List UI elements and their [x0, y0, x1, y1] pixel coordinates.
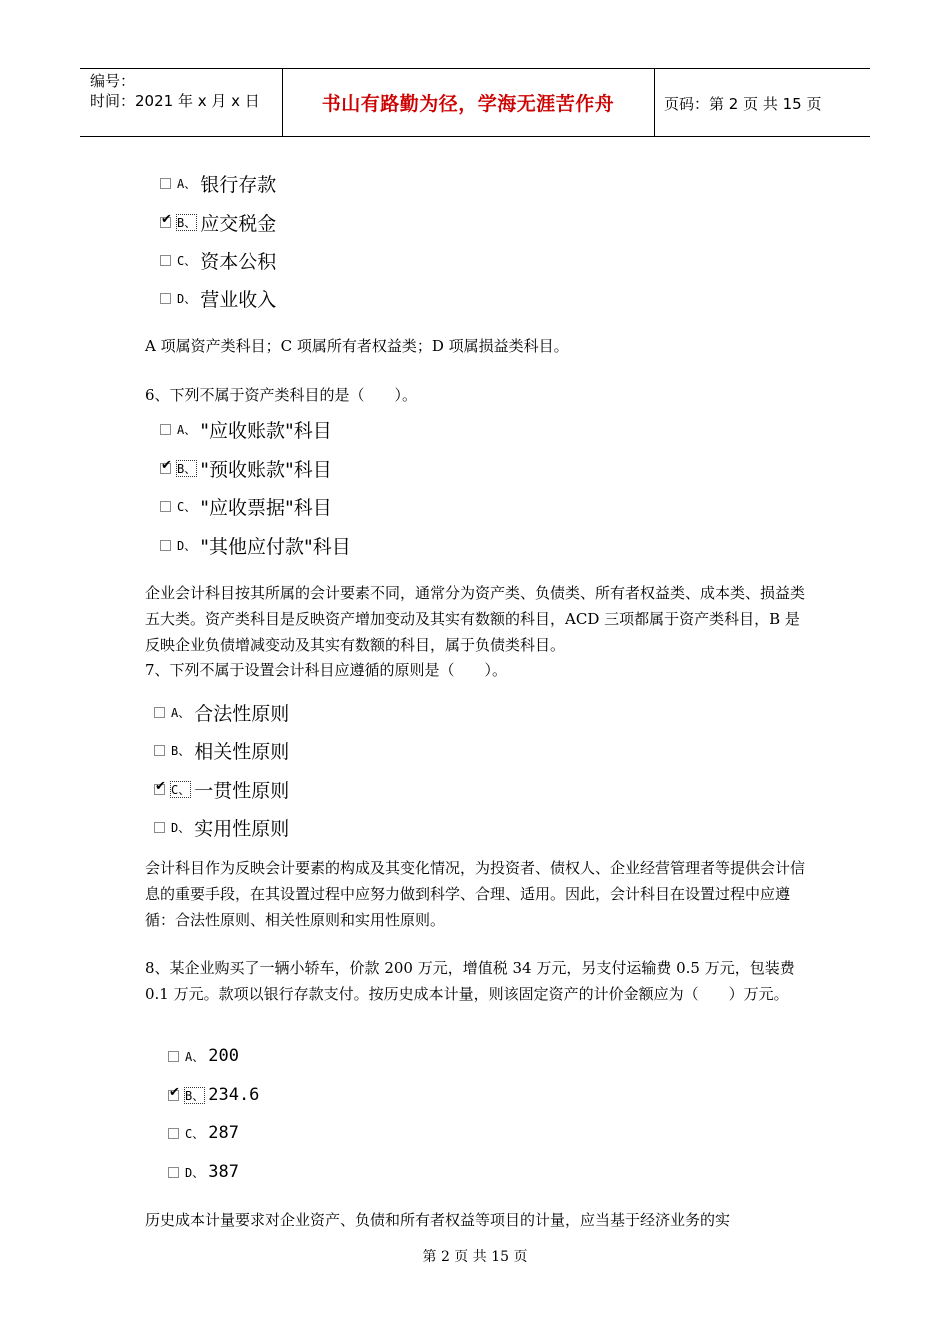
q5-explanation: A 项属资产类科目；C 项属所有者权益类；D 项属损益类科目。 [145, 337, 569, 355]
option-letter: A、 [177, 176, 197, 191]
option-label: 营业收入 [200, 288, 277, 311]
q6-option-d[interactable] [160, 533, 351, 557]
option-letter: B、 [177, 461, 197, 476]
option-label: 实用性原则 [194, 817, 290, 840]
header-motto: 书山有路勤为径，学海无涯苦作舟 [321, 93, 615, 115]
q5-option-d[interactable] [160, 286, 276, 310]
checkbox[interactable] [154, 822, 165, 833]
document-date: 时间：2021 年 x 月 x 日 [90, 92, 260, 110]
option-letter: D、 [171, 820, 191, 835]
option-label: 一贯性原则 [194, 779, 290, 802]
option-label: 200 [208, 1046, 239, 1066]
q6-option-a[interactable] [160, 417, 332, 441]
option-letter: C、 [177, 253, 197, 268]
q8-option-b[interactable] [168, 1083, 259, 1107]
q8-option-d[interactable] [168, 1160, 239, 1184]
option-label: 资本公积 [200, 250, 277, 273]
q6-option-b[interactable] [160, 456, 332, 480]
checkbox[interactable] [160, 540, 171, 551]
option-label: 234.6 [208, 1085, 260, 1105]
option-label: 合法性原则 [194, 702, 290, 725]
option-letter: D、 [185, 1165, 205, 1180]
q6-explanation: 企业会计科目按其所属的会计要素不同，通常分为资产类、负债类、所有者权益类、成本类、损益类五大类。资产类科目是反映资产增加变动及其实有数额的科目，ACD 三项都属于资产类科目，B 是反映企业负债增减变动及其实有数额的科目，属于负债类科目。 [145, 584, 806, 654]
checkbox[interactable] [160, 255, 171, 266]
option-letter: C、 [177, 499, 197, 514]
q7-option-c[interactable] [154, 777, 289, 801]
header-page-code: 页码：第 2 页 共 15 页 [664, 95, 822, 113]
check-mark-icon: ✔ [161, 211, 172, 227]
checkbox[interactable] [160, 293, 171, 304]
checkbox[interactable] [160, 457, 172, 474]
option-label: "预收账款"科目 [200, 458, 332, 481]
q5-option-b[interactable] [160, 210, 276, 234]
option-letter: A、 [185, 1049, 205, 1064]
option-letter: B、 [185, 1088, 205, 1103]
q6-option-c[interactable] [160, 494, 332, 518]
q8-option-c[interactable] [168, 1121, 239, 1145]
option-label: "其他应付款"科目 [200, 535, 351, 558]
option-label: 相关性原则 [194, 740, 290, 763]
page-footer: 第 2 页 共 15 页 [422, 1249, 528, 1265]
checkbox[interactable] [168, 1051, 179, 1062]
q5-option-c[interactable] [160, 248, 276, 272]
q8-question: 8、某企业购买了一辆小轿车，价款 200 万元，增值税 34 万元，另支付运输费 0.5 万元，包装费 0.1 万元。款项以银行存款支付。按历史成本计量，则该固定资产的计价金额应为（ ）万元。 [145, 959, 795, 1003]
q7-option-b[interactable] [154, 738, 289, 762]
q7-option-d[interactable] [154, 815, 289, 839]
header-divider [654, 69, 655, 136]
option-letter: A、 [171, 705, 191, 720]
option-label: "应收账款"科目 [200, 419, 332, 442]
option-label: "应收票据"科目 [200, 496, 332, 519]
option-letter: C、 [171, 782, 191, 797]
option-letter: B、 [177, 215, 197, 230]
option-letter: A、 [177, 422, 197, 437]
option-letter: B、 [171, 743, 191, 758]
checkbox[interactable] [168, 1084, 180, 1101]
q8-explanation: 历史成本计量要求对企业资产、负债和所有者权益等项目的计量，应当基于经济业务的实 [145, 1211, 731, 1229]
document-number: 编号： [90, 72, 136, 90]
option-label: 287 [208, 1123, 239, 1143]
q7-question: 7、下列不属于设置会计科目应遵循的原则是（ ）。 [145, 661, 508, 679]
q7-option-a[interactable] [154, 700, 289, 724]
checkbox[interactable] [160, 501, 171, 512]
option-letter: D、 [177, 291, 197, 306]
checkbox[interactable] [168, 1128, 179, 1139]
checkbox[interactable] [154, 778, 166, 795]
check-mark-icon: ✔ [161, 457, 172, 473]
header-meta [90, 71, 260, 111]
checkbox[interactable] [160, 424, 171, 435]
q7-explanation: 会计科目作为反映会计要素的构成及其变化情况，为投资者、债权人、企业经营管理者等提供会计信息的重要手段，在其设置过程中应努力做到科学、合理、适用。因此，会计科目在设置过程中应遵循：合法性原则、相关性原则和实用性原则。 [145, 859, 806, 929]
option-label: 387 [208, 1162, 239, 1182]
q8-option-a[interactable] [168, 1044, 239, 1068]
checkbox[interactable] [168, 1167, 179, 1178]
option-letter: C、 [185, 1126, 205, 1141]
option-label: 银行存款 [200, 173, 277, 196]
check-mark-icon: ✔ [169, 1084, 180, 1100]
option-label: 应交税金 [200, 212, 277, 235]
q5-option-a[interactable] [160, 171, 276, 195]
option-letter: D、 [177, 538, 197, 553]
q6-question: 6、下列不属于资产类科目的是（ ）。 [145, 386, 418, 404]
page-header [80, 68, 870, 137]
check-mark-icon: ✔ [155, 778, 166, 794]
checkbox[interactable] [160, 211, 172, 228]
checkbox[interactable] [154, 745, 165, 756]
checkbox[interactable] [154, 707, 165, 718]
checkbox[interactable] [160, 178, 171, 189]
